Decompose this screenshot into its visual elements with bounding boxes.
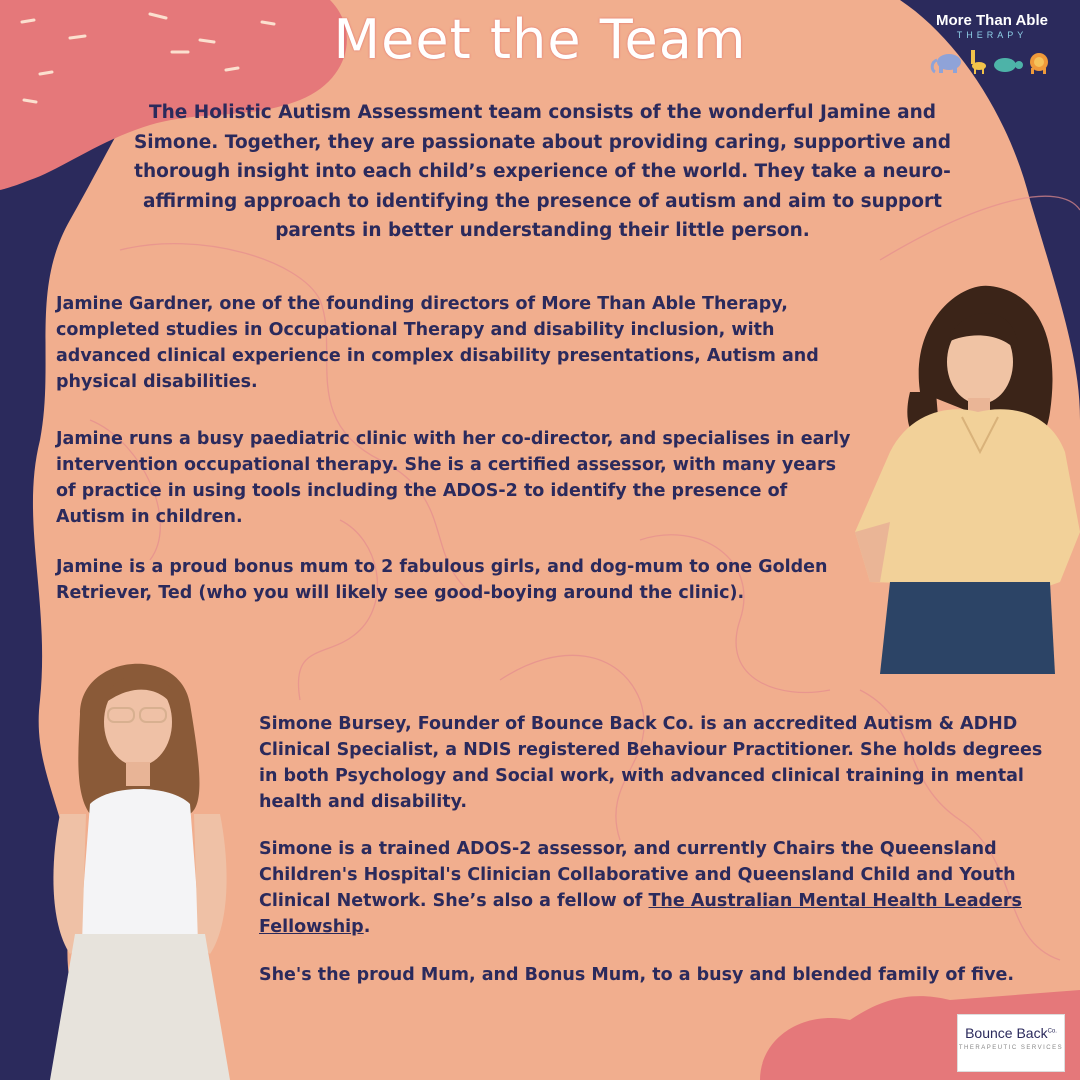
simone-bio-paragraph-2 [259, 836, 1049, 940]
simone-photo [20, 644, 250, 1080]
page-title: Meet the Team [333, 8, 747, 71]
jamine-bio-paragraph-1: Jamine Gardner, one of the founding directors of More Than Able Therapy, completed studies in Occupational Therapy and disability inclusion, with advanced clinical experience in complex disability presentations, Autism and physical disabilities. [56, 294, 819, 392]
jamine-bio-paragraph-3: Jamine is a proud bonus mum to 2 fabulous girls, and dog-mum to one Golden Retriever, Ted (who you will likely see good-boying around the clinic). [56, 557, 828, 603]
bounce-back-sub: THERAPEUTIC SERVICES [958, 1045, 1064, 1051]
bounce-back-logo [957, 1014, 1065, 1072]
brand-name: More Than Able [936, 12, 1048, 29]
simone-bio-text: Simone is a trained ADOS-2 assessor, and currently Chairs the Queensland Children's Hospital's Clinician Collaborative and Queensland Child and Youth Clinical Network. She’s also a fellow of [259, 839, 1016, 911]
brand-sub: THERAPY [956, 30, 1028, 40]
simone-bio-period: . [363, 917, 371, 937]
jamine-bio-paragraph-2: Jamine runs a busy paediatric clinic with her co-director, and specialises in early intervention occupational therapy. She is a certified assessor, with many years of practice in using tools including the ADOS-2 to identify the presence of Autism in children. [56, 429, 851, 527]
simone-bio-paragraph-3: She's the proud Mum, and Bonus Mum, to a busy and blended family of five. [259, 965, 1015, 985]
jamine-photo [850, 282, 1080, 674]
bounce-back-name: Bounce Back$^{Co.}$ [965, 1025, 1057, 1041]
animal-parade-icon [927, 46, 1057, 74]
intro-paragraph: The Holistic Autism Assessment team consists of the wonderful Jamine and Simone. Together, they are passionate about providing caring, supportive and thorough insight into each child’s experience of the world. They take a neuro-affirming approach to identifying the presence of autism and aim to support parents in better understanding their little person. [133, 102, 952, 241]
simone-bio-paragraph-1: Simone Bursey, Founder of Bounce Back Co. is an accredited Autism & ADHD Clinical Specialist, a NDIS registered Behaviour Practitioner. She holds degrees in both Psychology and Social work, with advanced clinical training in mental health and disability. [259, 714, 1043, 812]
fellowship-link[interactable]: The Australian Mental Health Leaders Fellowship [259, 891, 1022, 937]
more-than-able-logo [912, 12, 1072, 74]
